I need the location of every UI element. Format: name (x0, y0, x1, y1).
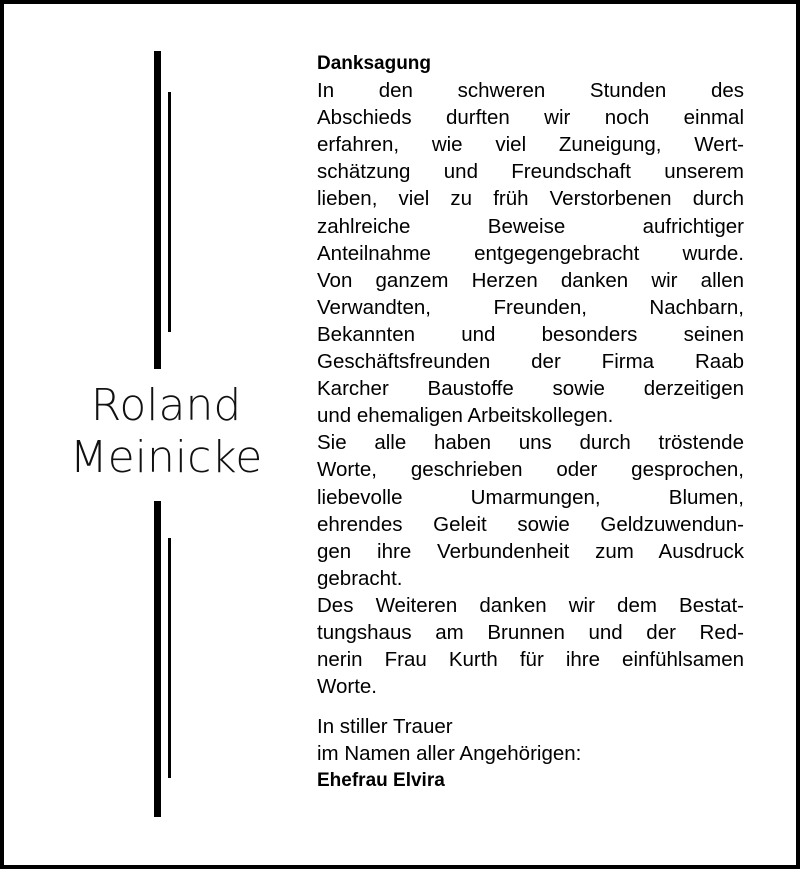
text-line: Geschäftsfreunden der Firma Raab (317, 350, 744, 374)
paragraph (317, 592, 744, 700)
paragraph (317, 429, 744, 592)
text-line: tungshaus am Brunnen und der Red- (317, 620, 744, 644)
text-line: Anteilnahme entgegengebracht wurde. (317, 241, 744, 265)
decorative-bar-thin-bottom (168, 538, 171, 778)
text-line: zahlreiche Beweise aufrichtiger (317, 214, 744, 238)
text-line: erfahren, wie viel Zuneigung, Wert- (317, 133, 744, 157)
paragraph (317, 77, 744, 267)
text-line: Bekannten und besonders seinen (317, 322, 744, 346)
deceased-last-name: Meinicke (69, 432, 263, 483)
text-line: In den schweren Stunden des (317, 79, 744, 103)
text-line: liebevolle Umarmungen, Blumen, (317, 485, 744, 509)
text-line: ehrendes Geleit sowie Geldzuwendun- (317, 512, 744, 536)
text-line: Worte, geschrieben oder gesprochen, (317, 458, 744, 482)
decorative-bar-thick-bottom (154, 501, 161, 817)
text-line: Verwandten, Freunden, Nachbarn, (317, 295, 744, 319)
thanks-text-column (317, 50, 744, 795)
text-line: Sie alle haben uns durch tröstende (317, 431, 744, 455)
paragraph (317, 267, 744, 430)
text-line: Des Weiteren danken wir dem Bestat- (317, 593, 744, 617)
text-line: Von ganzem Herzen danken wir allen (317, 268, 744, 292)
closing-line: In stiller Trauer (317, 715, 453, 739)
notice-heading: Danksagung (317, 53, 432, 74)
decorative-bar-thin-top (168, 92, 171, 332)
text-line: Karcher Baustoffe sowie derzeitigen (317, 377, 744, 401)
signature: Ehefrau Elvira (317, 770, 445, 792)
closing-line: im Namen aller Angehörigen: (317, 742, 582, 766)
text-line: Abschieds durften wir noch einmal (317, 106, 744, 130)
text-line: gebracht. (317, 566, 403, 590)
text-line: lieben, viel zu früh Verstorbenen durch (317, 187, 744, 211)
decorative-bar-thick-top (154, 51, 161, 369)
text-line: Worte. (317, 675, 377, 699)
text-line: und ehemaligen Arbeitskollegen. (317, 404, 614, 428)
text-line: nerin Frau Kurth für ihre einfühlsamen (317, 648, 744, 672)
closing-block (317, 713, 744, 794)
text-line: schätzung und Freundschaft unserem (317, 160, 744, 184)
text-line: gen ihre Verbundenheit zum Ausdruck (317, 539, 744, 563)
spacer (317, 700, 744, 713)
deceased-first-name: Roland (90, 380, 242, 431)
